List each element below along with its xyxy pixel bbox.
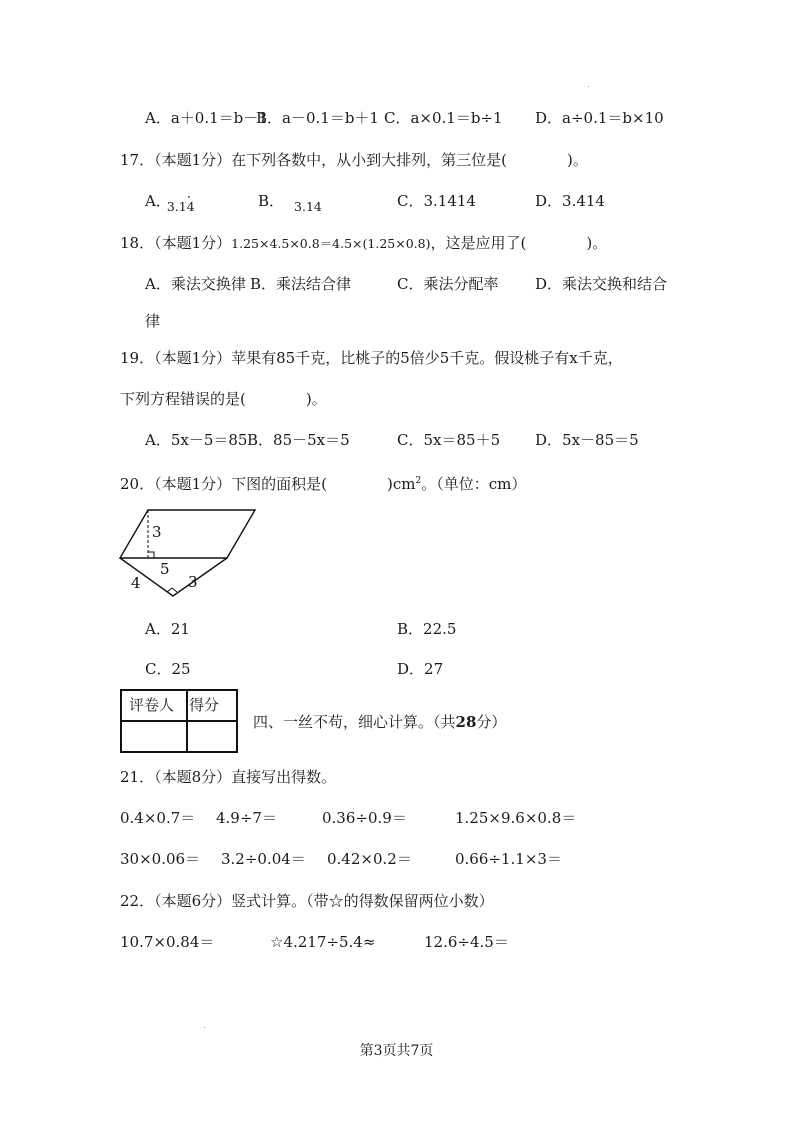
q21-row1-item-2: 4.9÷7＝ <box>216 809 277 827</box>
score-table-col-divider <box>186 691 188 751</box>
q22-stem: 22．（本题6分）竖式计算。（带☆的得数保留两位小数） <box>120 892 494 910</box>
q18-option-b: B．乘法结合律 <box>250 275 352 293</box>
q21-stem: 21．（本题8分）直接写出得数。 <box>120 768 337 786</box>
q20-stem-superscript: 2 <box>415 476 422 486</box>
section4-title <box>253 712 506 732</box>
page-footer: 第3页共7页 <box>359 1043 434 1059</box>
q19-stem-line2: 下列方程错误的是( )。 <box>120 390 327 408</box>
section4-title-text: 四、一丝不苟，细心计算。（共 <box>253 713 456 731</box>
triangle-right-angle-mark <box>167 588 177 592</box>
q17-option-b-value: 3.14 <box>294 199 322 214</box>
q17-option-d: D．3.414 <box>535 192 605 210</box>
q22-item-2: ☆4.217÷5.4≈ <box>270 933 376 951</box>
q16-option-a: A．a＋0.1＝b－1 <box>145 109 268 127</box>
q17-option-a-value: 3.14 <box>166 199 195 214</box>
parallelogram-shape <box>120 510 255 558</box>
q20-stem-pre: 20．（本题1分）下图的面积是( )cm <box>120 475 416 493</box>
label-right-side: 3 <box>188 573 198 591</box>
q17-stem: 17．（本题1分）在下列各数中，从小到大排列，第三位是( )。 <box>120 151 588 169</box>
q21-row2-item-3: 0.42×0.2＝ <box>327 850 412 868</box>
q20-option-b: B．22.5 <box>397 620 457 638</box>
q19-stem-line1: 19．（本题1分）苹果有85千克，比桃子的5倍少5千克。假设桃子有x千克， <box>120 349 623 367</box>
q17-option-c: C．3.1414 <box>397 192 476 210</box>
label-base: 5 <box>160 560 170 578</box>
q16-option-b: B．a－0.1＝b＋1 <box>256 109 379 127</box>
q19-option-a: A．5x－5＝85 <box>145 431 248 449</box>
section4-points: 28 <box>455 713 477 731</box>
q17-option-b-label: B． <box>258 192 285 210</box>
section4-title-end: 分） <box>476 713 507 731</box>
q21-row2-item-4: 0.66÷1.1×3＝ <box>455 850 562 868</box>
q18-option-c: C．乘法分配率 <box>397 275 499 293</box>
q16-option-c: C．a×0.1＝b÷1 <box>384 109 503 127</box>
q17-option-a-label: A． <box>145 192 171 210</box>
q21-row1-item-1: 0.4×0.7＝ <box>120 809 196 827</box>
q21-row1-item-3: 0.36÷0.9＝ <box>322 809 407 827</box>
q20-stem <box>120 471 526 494</box>
q16-option-d: D．a÷0.1＝b×10 <box>535 109 664 127</box>
height-right-angle-mark <box>148 552 154 558</box>
q19-option-b: B．85－5x＝5 <box>247 431 350 449</box>
q20-stem-post: 。（单位：cm） <box>421 475 527 493</box>
score-table-row-divider <box>122 720 236 722</box>
speck-mark <box>588 86 589 87</box>
q22-item-1: 10.7×0.84＝ <box>120 933 215 951</box>
q17-option-b <box>258 191 322 214</box>
q21-row2-item-2: 3.2÷0.04＝ <box>221 850 306 868</box>
grader-label: 评卷人 <box>129 696 175 714</box>
q20-option-d: D．27 <box>397 660 444 678</box>
q18-stem <box>120 233 607 254</box>
q17-repeat-dot <box>183 193 203 201</box>
q18-option-a: A．乘法交换律 <box>145 275 246 293</box>
score-table <box>120 689 238 753</box>
q19-option-c: C．5x＝85＋5 <box>397 431 501 449</box>
label-height: 3 <box>152 523 162 541</box>
q19-option-d: D．5x－85＝5 <box>535 431 639 449</box>
q20-option-c: C．25 <box>145 660 191 678</box>
q18-option-d: D．乘法交换和结合 <box>535 275 668 293</box>
q20-figure <box>110 502 260 604</box>
score-label: 得分 <box>189 696 220 714</box>
q21-row2-item-1: 30×0.06＝ <box>120 850 201 868</box>
q22-item-3: 12.6÷4.5＝ <box>424 933 509 951</box>
label-left-side: 4 <box>131 574 141 592</box>
q18-formula: 1.25×4.5×0.8＝4.5×(1.25×0.8) <box>231 236 431 251</box>
q20-option-a: A．21 <box>145 620 190 638</box>
q21-row1-item-4: 1.25×9.6×0.8＝ <box>455 809 577 827</box>
q18-option-d-continued: 律 <box>145 312 161 330</box>
q18-suffix: ，这是应用了( )。 <box>430 234 608 252</box>
speck-mark <box>204 1027 205 1028</box>
q18-prefix: 18．（本题1分） <box>120 234 232 252</box>
